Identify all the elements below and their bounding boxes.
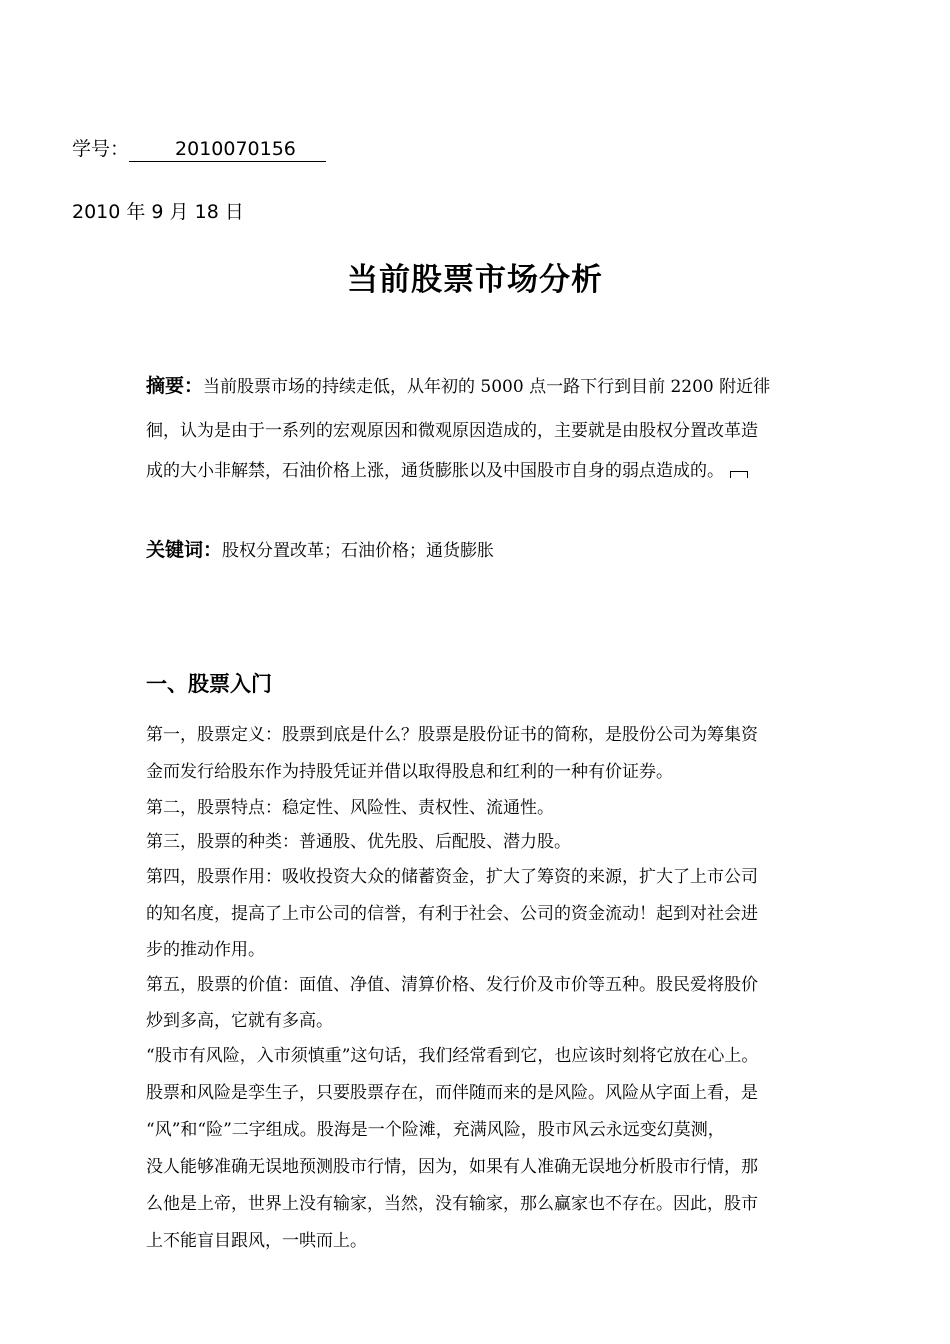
abstract-line-3 — [146, 453, 846, 489]
section-line: 第三，股票的种类：普通股、优先股、后配股、潜力股。 — [146, 832, 571, 852]
section-line: 第五，股票的价值：面值、净值、清算价格、发行价及市价等五种。股民爱将股价 — [146, 975, 758, 995]
abstract-label: 摘要： — [146, 375, 204, 397]
section-line: 的知名度，提高了上市公司的信誉，有利于社会、公司的资金流动！起到对社会进 — [146, 904, 758, 924]
abstract-text-3: 成的大小非解禁，石油价格上涨，通货膨胀以及中国股市自身的弱点造成的。 — [146, 461, 724, 481]
section-line: “股市有风险，入市须慎重”这句话，我们经常看到它，也应该时刻将它放在心上。 — [146, 1046, 759, 1066]
student-id-line — [72, 134, 326, 162]
abstract-line-2: 徊，认为是由于一系列的宏观原因和微观原因造成的，主要就是由股权分置改革造 — [146, 421, 758, 441]
document-date: 2010 年 9 月 18 日 — [72, 201, 244, 223]
section-line: 炒到多高，它就有多高。 — [146, 1011, 333, 1031]
paragraph-mark-icon — [730, 471, 748, 478]
abstract — [146, 364, 846, 489]
section-line: 上不能盲目跟风，一哄而上。 — [146, 1231, 367, 1251]
section-line: 第二，股票特点：稳定性、风险性、责权性、流通性。 — [146, 798, 554, 818]
section-body — [146, 717, 846, 1260]
section-line: 第一，股票定义：股票到底是什么？股票是股份证书的简称，是股份公司为筹集资 — [146, 725, 758, 745]
section-line: “风”和“险”二字组成。股海是一个险滩，充满风险，股市风云永远变幻莫测， — [146, 1120, 725, 1140]
abstract-line-1 — [146, 364, 846, 409]
section-line: 金而发行给股东作为持股凭证并借以取得股息和红利的一种有价证券。 — [146, 762, 673, 782]
section-line: 第四，股票作用：吸收投资大众的储蓄资金，扩大了筹资的来源，扩大了上市公司 — [146, 867, 758, 887]
section-heading: 一、股票入门 — [146, 672, 272, 696]
student-id-label: 学号： — [72, 138, 130, 160]
keywords-text: 股权分置改革；石油价格；通货膨胀 — [222, 541, 495, 561]
section-line: 股票和风险是孪生子，只要股票存在，而伴随而来的是风险。风险从字面上看，是 — [146, 1083, 758, 1103]
student-id-value: 2010070156 — [129, 137, 326, 162]
keywords — [146, 535, 846, 566]
section-line: 步的推动作用。 — [146, 940, 265, 960]
keywords-label: 关键词： — [146, 539, 223, 561]
abstract-text-1: 当前股票市场的持续走低，从年初的 5000 点一路下行到目前 2200 附近徘 — [203, 377, 771, 397]
section-line: 没人能够准确无误地预测股市行情，因为，如果有人准确无误地分析股市行情，那 — [146, 1157, 758, 1177]
section-line: 么他是上帝，世界上没有输家，当然，没有输家，那么赢家也不存在。因此，股市 — [146, 1194, 758, 1214]
document-title: 当前股票市场分析 — [347, 262, 603, 298]
